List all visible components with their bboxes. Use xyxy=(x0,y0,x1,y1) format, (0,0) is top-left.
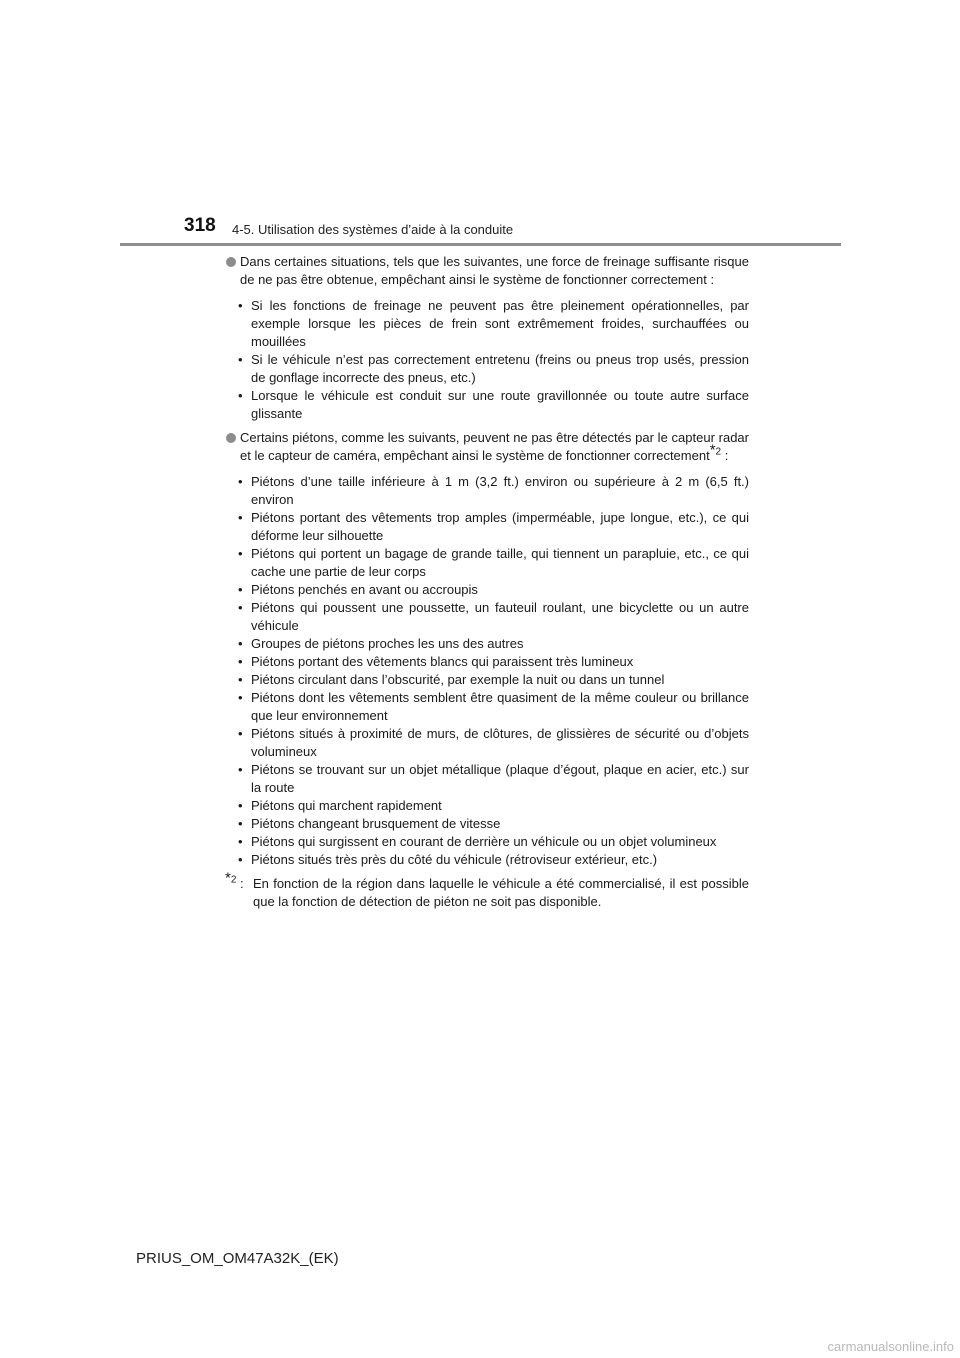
list-item: • Piétons qui marchent rapidement xyxy=(238,798,442,813)
small-bullet-icon: • xyxy=(238,600,243,615)
small-bullet-icon: • xyxy=(238,816,243,831)
paragraph-text: Certains piétons, comme les suivants, peuvent ne pas être détectés par le capteur radar et le capteur de caméra, empêchant ainsi le système de fonctionner correctement xyxy=(240,430,749,463)
footnote-marker: *$^2$ : xyxy=(225,869,244,891)
small-bullet-icon: • xyxy=(238,474,243,489)
small-bullet-icon: • xyxy=(238,388,243,403)
list-item: • Piétons qui poussent une poussette, un fauteuil roulant, une bicyclette ou un autre véhicule xyxy=(238,600,749,633)
footnote xyxy=(225,869,749,911)
footnote-ref: 2 xyxy=(715,446,722,458)
footer-model-code: PRIUS_OM_OM47A32K_(EK) xyxy=(136,1250,339,1267)
list-item: • Lorsque le véhicule est conduit sur une route gravillonnée ou toute autre surface glissante xyxy=(238,388,749,421)
small-bullet-icon: • xyxy=(238,582,243,597)
small-bullet-icon: • xyxy=(238,352,243,367)
small-bullet-icon: • xyxy=(238,672,243,687)
list-item: • Piétons changeant brusquement de vitesse xyxy=(238,816,501,831)
pedestrian-conditions-list xyxy=(225,473,749,869)
page-number: 318 xyxy=(184,215,216,236)
list-item: • Piétons d’une taille inférieure à 1 m (3,2 ft.) environ ou supérieure à 2 m (6,5 ft.) environ xyxy=(238,474,749,507)
header-rule xyxy=(120,243,841,246)
list-item: • Piétons situés à proximité de murs, de clôtures, de glissières de sécurité ou d’objets volumineux xyxy=(238,726,749,759)
page-content xyxy=(225,253,749,911)
bullet-block-pedestrians xyxy=(225,429,749,869)
small-bullet-icon: • xyxy=(238,690,243,705)
round-bullet-icon xyxy=(226,433,236,443)
list-item: • Piétons qui portent un bagage de grande taille, qui tiennent un parapluie, etc., ce qui cache une partie de leur corps xyxy=(238,546,749,579)
bullet-block-braking xyxy=(225,253,749,423)
list-item: • Piétons portant des vêtements blancs qui paraissent très lumineux xyxy=(238,654,634,669)
list-item: • Piétons qui surgissent en courant de derrière un véhicule ou un objet volumineux xyxy=(238,834,717,849)
footnote-text: En fonction de la région dans laquelle le véhicule a été commercialisé, il est possible que la fonction de détection de piéton ne soit pas disponible. xyxy=(253,876,749,909)
list-item: • Si le véhicule n’est pas correctement entretenu (freins ou pneus trop usés, pression de gonflage incorrecte des pneus, etc.) xyxy=(238,352,749,385)
braking-conditions-list xyxy=(225,297,749,423)
list-item: • Piétons situés très près du côté du véhicule (rétroviseur extérieur, etc.) xyxy=(238,852,658,867)
paragraph-text: Dans certaines situations, tels que les suivantes, une force de freinage suffisante risque de ne pas être obtenue, empêchant ainsi le système de fonctionner correctement : xyxy=(240,254,749,287)
small-bullet-icon: • xyxy=(238,726,243,741)
list-item: • Piétons dont les vêtements semblent être quasiment de la même couleur ou brillance que leur environnement xyxy=(238,690,749,723)
asterisk-icon: * xyxy=(225,869,231,887)
small-bullet-icon: • xyxy=(238,510,243,525)
paragraph-text-end: : xyxy=(721,448,729,463)
small-bullet-icon: • xyxy=(238,636,243,651)
section-title: 4-5. Utilisation des systèmes d’aide à la conduite xyxy=(232,222,514,237)
list-item: • Piétons penchés en avant ou accroupis xyxy=(238,582,478,597)
list-item: • Piétons se trouvant sur un objet métallique (plaque d’égout, plaque en acier, etc.) sur la route xyxy=(238,762,749,795)
small-bullet-icon: • xyxy=(238,298,243,313)
small-bullet-icon: • xyxy=(238,852,243,867)
list-item: • Si les fonctions de freinage ne peuvent pas être pleinement opérationnelles, par exemple lorsque les pièces de frein sont extrêmement froides, surchauffées ou mouillées xyxy=(238,298,749,349)
asterisk-icon: * xyxy=(709,441,716,459)
bullet-paragraph xyxy=(225,253,749,289)
small-bullet-icon: • xyxy=(238,798,243,813)
small-bullet-icon: • xyxy=(238,762,243,777)
list-item: • Groupes de piétons proches les uns des autres xyxy=(238,636,524,651)
round-bullet-icon xyxy=(226,257,236,267)
small-bullet-icon: • xyxy=(238,546,243,561)
list-item: • Piétons circulant dans l’obscurité, par exemple la nuit ou dans un tunnel xyxy=(238,672,665,687)
bullet-paragraph xyxy=(225,429,749,465)
watermark: carmanualsonline.info xyxy=(827,1339,954,1354)
list-item: • Piétons portant des vêtements trop amples (imperméable, jupe longue, etc.), ce qui déforme leur silhouette xyxy=(238,510,749,543)
small-bullet-icon: • xyxy=(238,834,243,849)
small-bullet-icon: • xyxy=(238,654,243,669)
